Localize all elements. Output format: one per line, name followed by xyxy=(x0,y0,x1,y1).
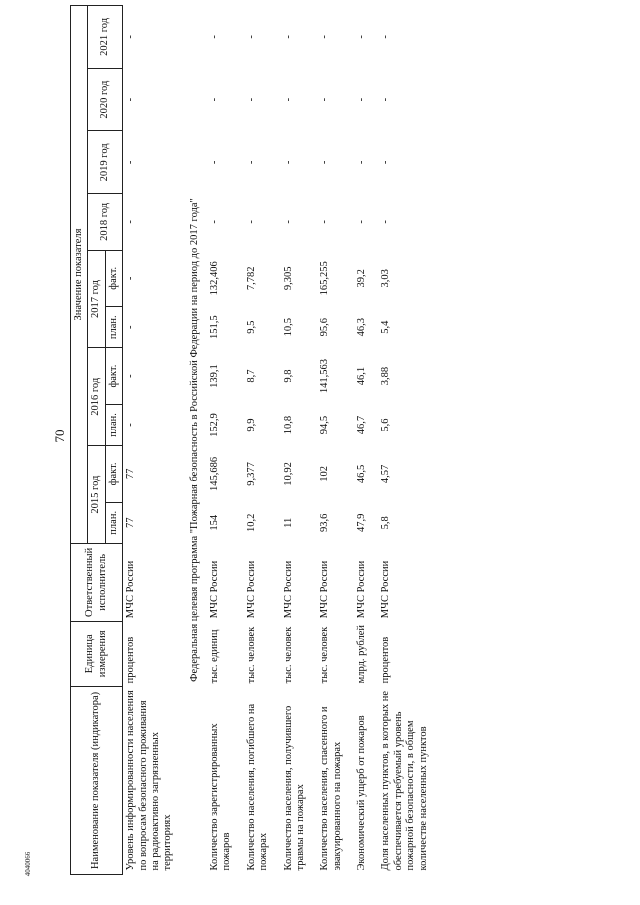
header-executor: Ответственный исполнитель xyxy=(71,543,123,621)
indicator-unit: тыс. единиц xyxy=(209,629,220,684)
value-cell: - xyxy=(209,220,220,224)
value-cell: - xyxy=(245,160,257,165)
value-cell: 9,5 xyxy=(245,320,257,334)
indicator-executor: МЧС России xyxy=(356,560,367,619)
indicator-unit: процентов xyxy=(125,636,137,684)
value-cell: - xyxy=(282,35,294,39)
value-cell: - xyxy=(245,97,257,102)
value-cell: 9,377 xyxy=(245,462,257,486)
indicator-unit: тыс. человек xyxy=(245,626,257,684)
indicator-executor: МЧС России xyxy=(282,560,294,619)
value-cell: 145,686 xyxy=(209,456,220,491)
indicator-executor: МЧС России xyxy=(209,560,220,619)
value-cell: 8,7 xyxy=(245,369,257,383)
value-cell: - xyxy=(356,35,367,39)
value-cell: - xyxy=(125,35,137,39)
value-cell: - xyxy=(125,160,137,165)
value-cell: 94,5 xyxy=(319,415,331,435)
value-cell: 46,5 xyxy=(356,464,367,484)
header-value: Значение показателя xyxy=(71,6,88,544)
table-row xyxy=(281,6,318,875)
indicator-name: Количество населения, получившего травмы на пожарах xyxy=(282,705,306,871)
value-cell: - xyxy=(380,35,392,39)
value-cell: 10,8 xyxy=(282,415,294,435)
value-cell: 165,255 xyxy=(319,261,331,296)
value-cell: - xyxy=(356,160,367,165)
value-cell: - xyxy=(380,220,392,224)
value-cell: - xyxy=(125,325,137,329)
indicator-unit: млрд. рублей xyxy=(356,625,367,684)
indicator-unit: тыс. человек xyxy=(319,626,331,684)
header-2019: 2019 год xyxy=(88,131,123,194)
value-cell: 9,9 xyxy=(245,418,257,432)
indicator-name: Уровень информированности населения по вопросам безопасного проживания на радиоактивно загрязненных территориях xyxy=(125,690,174,871)
value-cell: 152,9 xyxy=(209,413,220,437)
value-cell: - xyxy=(282,160,294,165)
value-cell: - xyxy=(356,97,367,102)
document-code: 4040066 xyxy=(24,851,32,877)
indicator-name: Количество населения, погибшего на пожарах xyxy=(245,703,270,871)
value-cell: 77 xyxy=(125,517,137,529)
value-cell: 3,03 xyxy=(380,269,392,288)
header-fact: факт. xyxy=(105,446,122,502)
value-cell: 141,563 xyxy=(319,359,331,394)
indicator-unit: тыс. человек xyxy=(282,626,294,684)
value-cell: - xyxy=(380,97,392,102)
indicator-name: Экономический ущерб от пожаров xyxy=(356,715,367,871)
value-cell: 95,6 xyxy=(319,318,331,337)
header-2016: 2016 год xyxy=(88,348,105,446)
value-cell: 10,92 xyxy=(282,462,294,486)
value-cell: 47,9 xyxy=(356,513,367,532)
section-row xyxy=(185,6,207,875)
indicator-executor: МЧС России xyxy=(380,560,392,619)
indicator-unit: процентов xyxy=(380,636,392,684)
page-number: 70 xyxy=(52,429,67,443)
table-row xyxy=(244,6,281,875)
header-2021: 2021 год xyxy=(88,6,123,69)
value-cell: 154 xyxy=(209,514,220,531)
value-cell: - xyxy=(319,160,331,165)
value-cell: 10,2 xyxy=(245,513,257,532)
header-plan: план. xyxy=(105,404,122,445)
value-cell: 11 xyxy=(282,517,294,528)
table-row xyxy=(207,6,244,875)
value-cell: - xyxy=(125,374,137,378)
header-2015: 2015 год xyxy=(88,446,105,544)
value-cell: 77 xyxy=(125,468,137,480)
header-fact: факт. xyxy=(105,250,122,306)
indicator-name: Количество населения, спасенного и эвакуированного на пожарах xyxy=(319,706,343,871)
header-plan: план. xyxy=(105,307,122,348)
value-cell: 46,7 xyxy=(356,415,367,435)
value-cell: - xyxy=(380,160,392,165)
value-cell: 139,1 xyxy=(209,364,220,388)
indicator-name: Количество зарегистрированных пожаров xyxy=(209,723,233,871)
indicator-executor: МЧС России xyxy=(245,560,257,619)
value-cell: 9,8 xyxy=(282,369,294,383)
indicator-executor: МЧС России xyxy=(319,560,331,619)
value-cell: - xyxy=(245,220,257,224)
header-fact: факт. xyxy=(105,348,122,404)
value-cell: - xyxy=(282,220,294,224)
header-2017: 2017 год xyxy=(88,250,105,348)
indicator-executor: МЧС России xyxy=(125,560,137,619)
value-cell: 7,782 xyxy=(245,266,257,291)
value-cell: 5,8 xyxy=(380,516,392,530)
table-row xyxy=(317,6,354,875)
value-cell: 5,4 xyxy=(380,320,392,334)
value-cell: - xyxy=(209,35,220,39)
value-cell: - xyxy=(319,220,331,224)
value-cell: 93,6 xyxy=(319,513,331,532)
value-cell: - xyxy=(125,97,137,102)
value-cell: - xyxy=(125,423,137,427)
value-cell: 3,88 xyxy=(380,366,392,386)
value-cell: - xyxy=(209,97,220,102)
value-cell: - xyxy=(282,97,294,102)
value-cell: - xyxy=(245,35,257,39)
header-name: Наименование показателя (индикатора) xyxy=(71,686,123,874)
value-cell: 5,6 xyxy=(380,418,392,432)
indicator-table xyxy=(70,5,440,875)
indicator-name: Доля населенных пунктов, в которых не обеспечивается требуемый уровень пожарной безопасности, в общем количестве населенных пунктов xyxy=(380,690,429,871)
table-row xyxy=(354,6,378,875)
table-row xyxy=(378,6,440,875)
value-cell: 151,5 xyxy=(209,315,220,340)
header-2020: 2020 год xyxy=(88,68,123,131)
indicator-table-container xyxy=(70,5,630,875)
value-cell: 10,5 xyxy=(282,318,294,337)
section-title: Федеральная целевая программа "Пожарная безопасность в Российской Федерации на период до 2017 года" xyxy=(188,198,200,682)
value-cell: 4,57 xyxy=(380,464,392,484)
header-plan: план. xyxy=(105,502,122,543)
table-row xyxy=(123,6,185,875)
value-cell: - xyxy=(125,276,137,281)
header-2018: 2018 год xyxy=(88,194,123,250)
value-cell: 132,406 xyxy=(209,261,220,296)
header-unit: Единица измерения xyxy=(71,621,123,686)
value-cell: - xyxy=(319,97,331,102)
value-cell: 46,3 xyxy=(356,318,367,337)
value-cell: 46,1 xyxy=(356,366,367,386)
value-cell: 102 xyxy=(319,466,331,482)
value-cell: - xyxy=(125,220,137,224)
value-cell: - xyxy=(209,160,220,165)
value-cell: - xyxy=(356,220,367,224)
value-cell: 9,305 xyxy=(282,266,294,291)
value-cell: 39,2 xyxy=(356,269,367,288)
value-cell: - xyxy=(319,35,331,39)
